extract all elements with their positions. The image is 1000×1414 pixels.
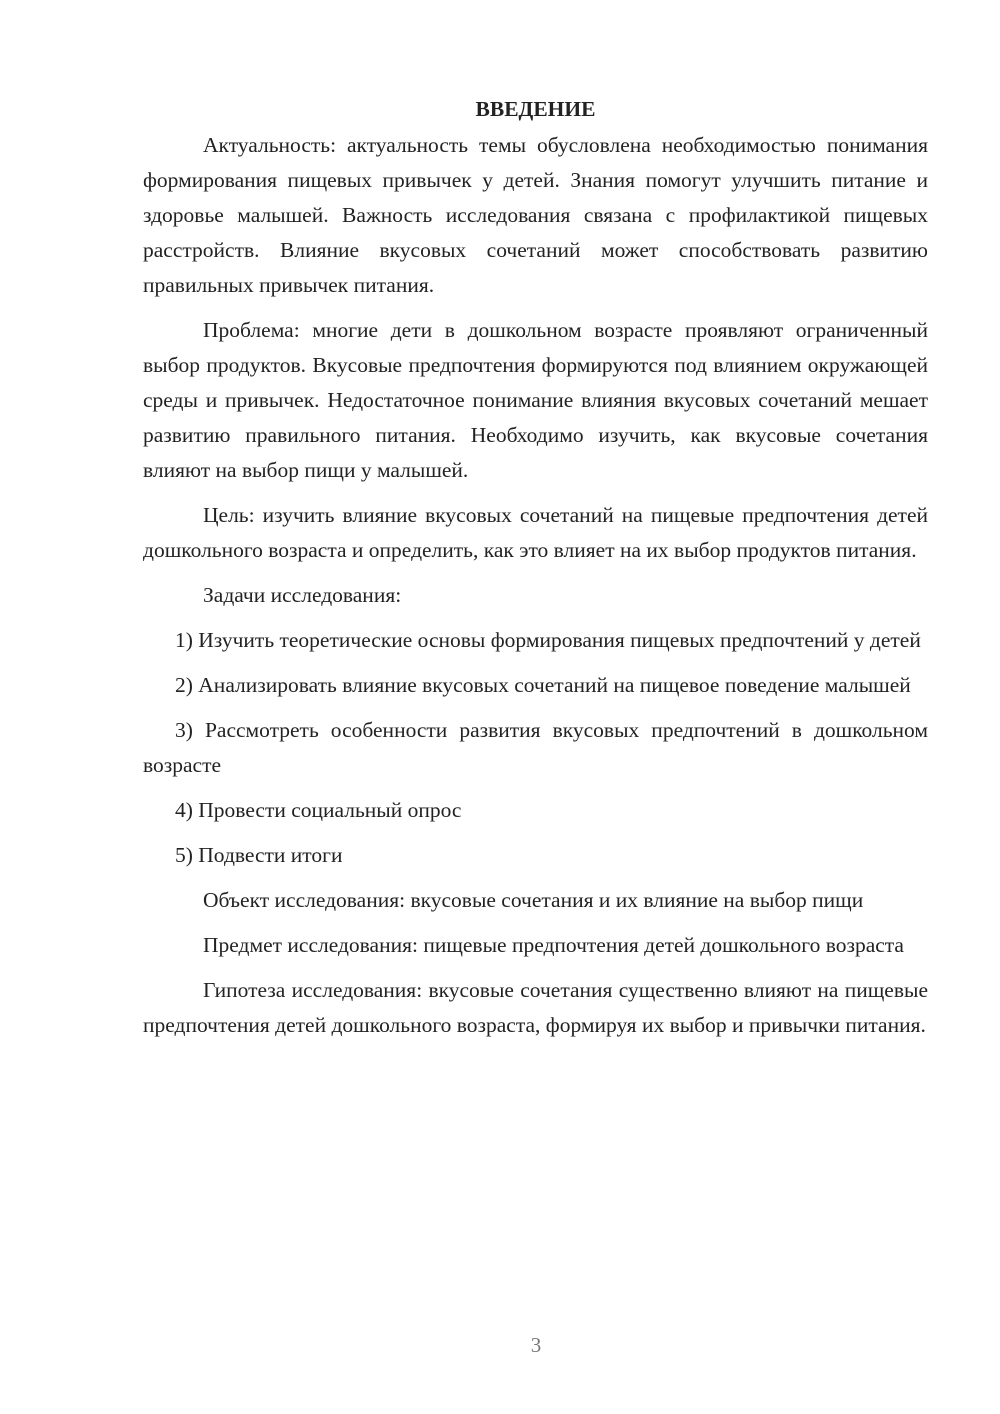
- hypothesis-paragraph: Гипотеза исследования: вкусовые сочетания существенно влияют на пищевые предпочтения детей дошкольного возраста, формируя их выбор и привычки питания.: [143, 978, 928, 1037]
- relevance-paragraph: Актуальность: актуальность темы обусловлена необходимостью понимания формирования пищевых привычек у детей. Знания помогут улучшить питание и здоровье малышей. Важность исследования связана с профилактикой пищевых расстройств. Влияние вкусовых сочетаний может способствовать развитию правильных привычек питания.: [143, 133, 928, 297]
- subject-paragraph: Предмет исследования: пищевые предпочтения детей дошкольного возраста: [203, 933, 904, 957]
- problem-paragraph: Проблема: многие дети в дошкольном возрасте проявляют ограниченный выбор продуктов. Вкусовые предпочтения формируются под влиянием окружающей среды и привычек. Недостаточное понимание влияния вкусовых сочетаний мешает развитию правильного питания. Необходимо изучить, как вкусовые сочетания влияют на выбор пищи у малышей.: [143, 318, 928, 482]
- page-body: [143, 92, 928, 1043]
- task-item: 1) Изучить теоретические основы формирования пищевых предпочтений у детей: [175, 628, 921, 652]
- task-item: 5) Подвести итоги: [175, 843, 343, 867]
- section-title: ВВЕДЕНИЕ: [475, 97, 596, 121]
- task-item: 4) Провести социальный опрос: [175, 798, 462, 822]
- task-item: 3) Рассмотреть особенности развития вкусовых предпочтений в дошкольном возрасте: [143, 718, 928, 777]
- tasks-heading: Задачи исследования:: [203, 583, 402, 607]
- page-number: 3: [530, 1333, 542, 1357]
- goal-paragraph: Цель: изучить влияние вкусовых сочетаний на пищевые предпочтения детей дошкольного возраста и определить, как это влияет на их выбор продуктов питания.: [143, 503, 928, 562]
- task-item: 2) Анализировать влияние вкусовых сочетаний на пищевое поведение малышей: [175, 673, 911, 697]
- object-paragraph: Объект исследования: вкусовые сочетания и их влияние на выбор пищи: [203, 888, 864, 912]
